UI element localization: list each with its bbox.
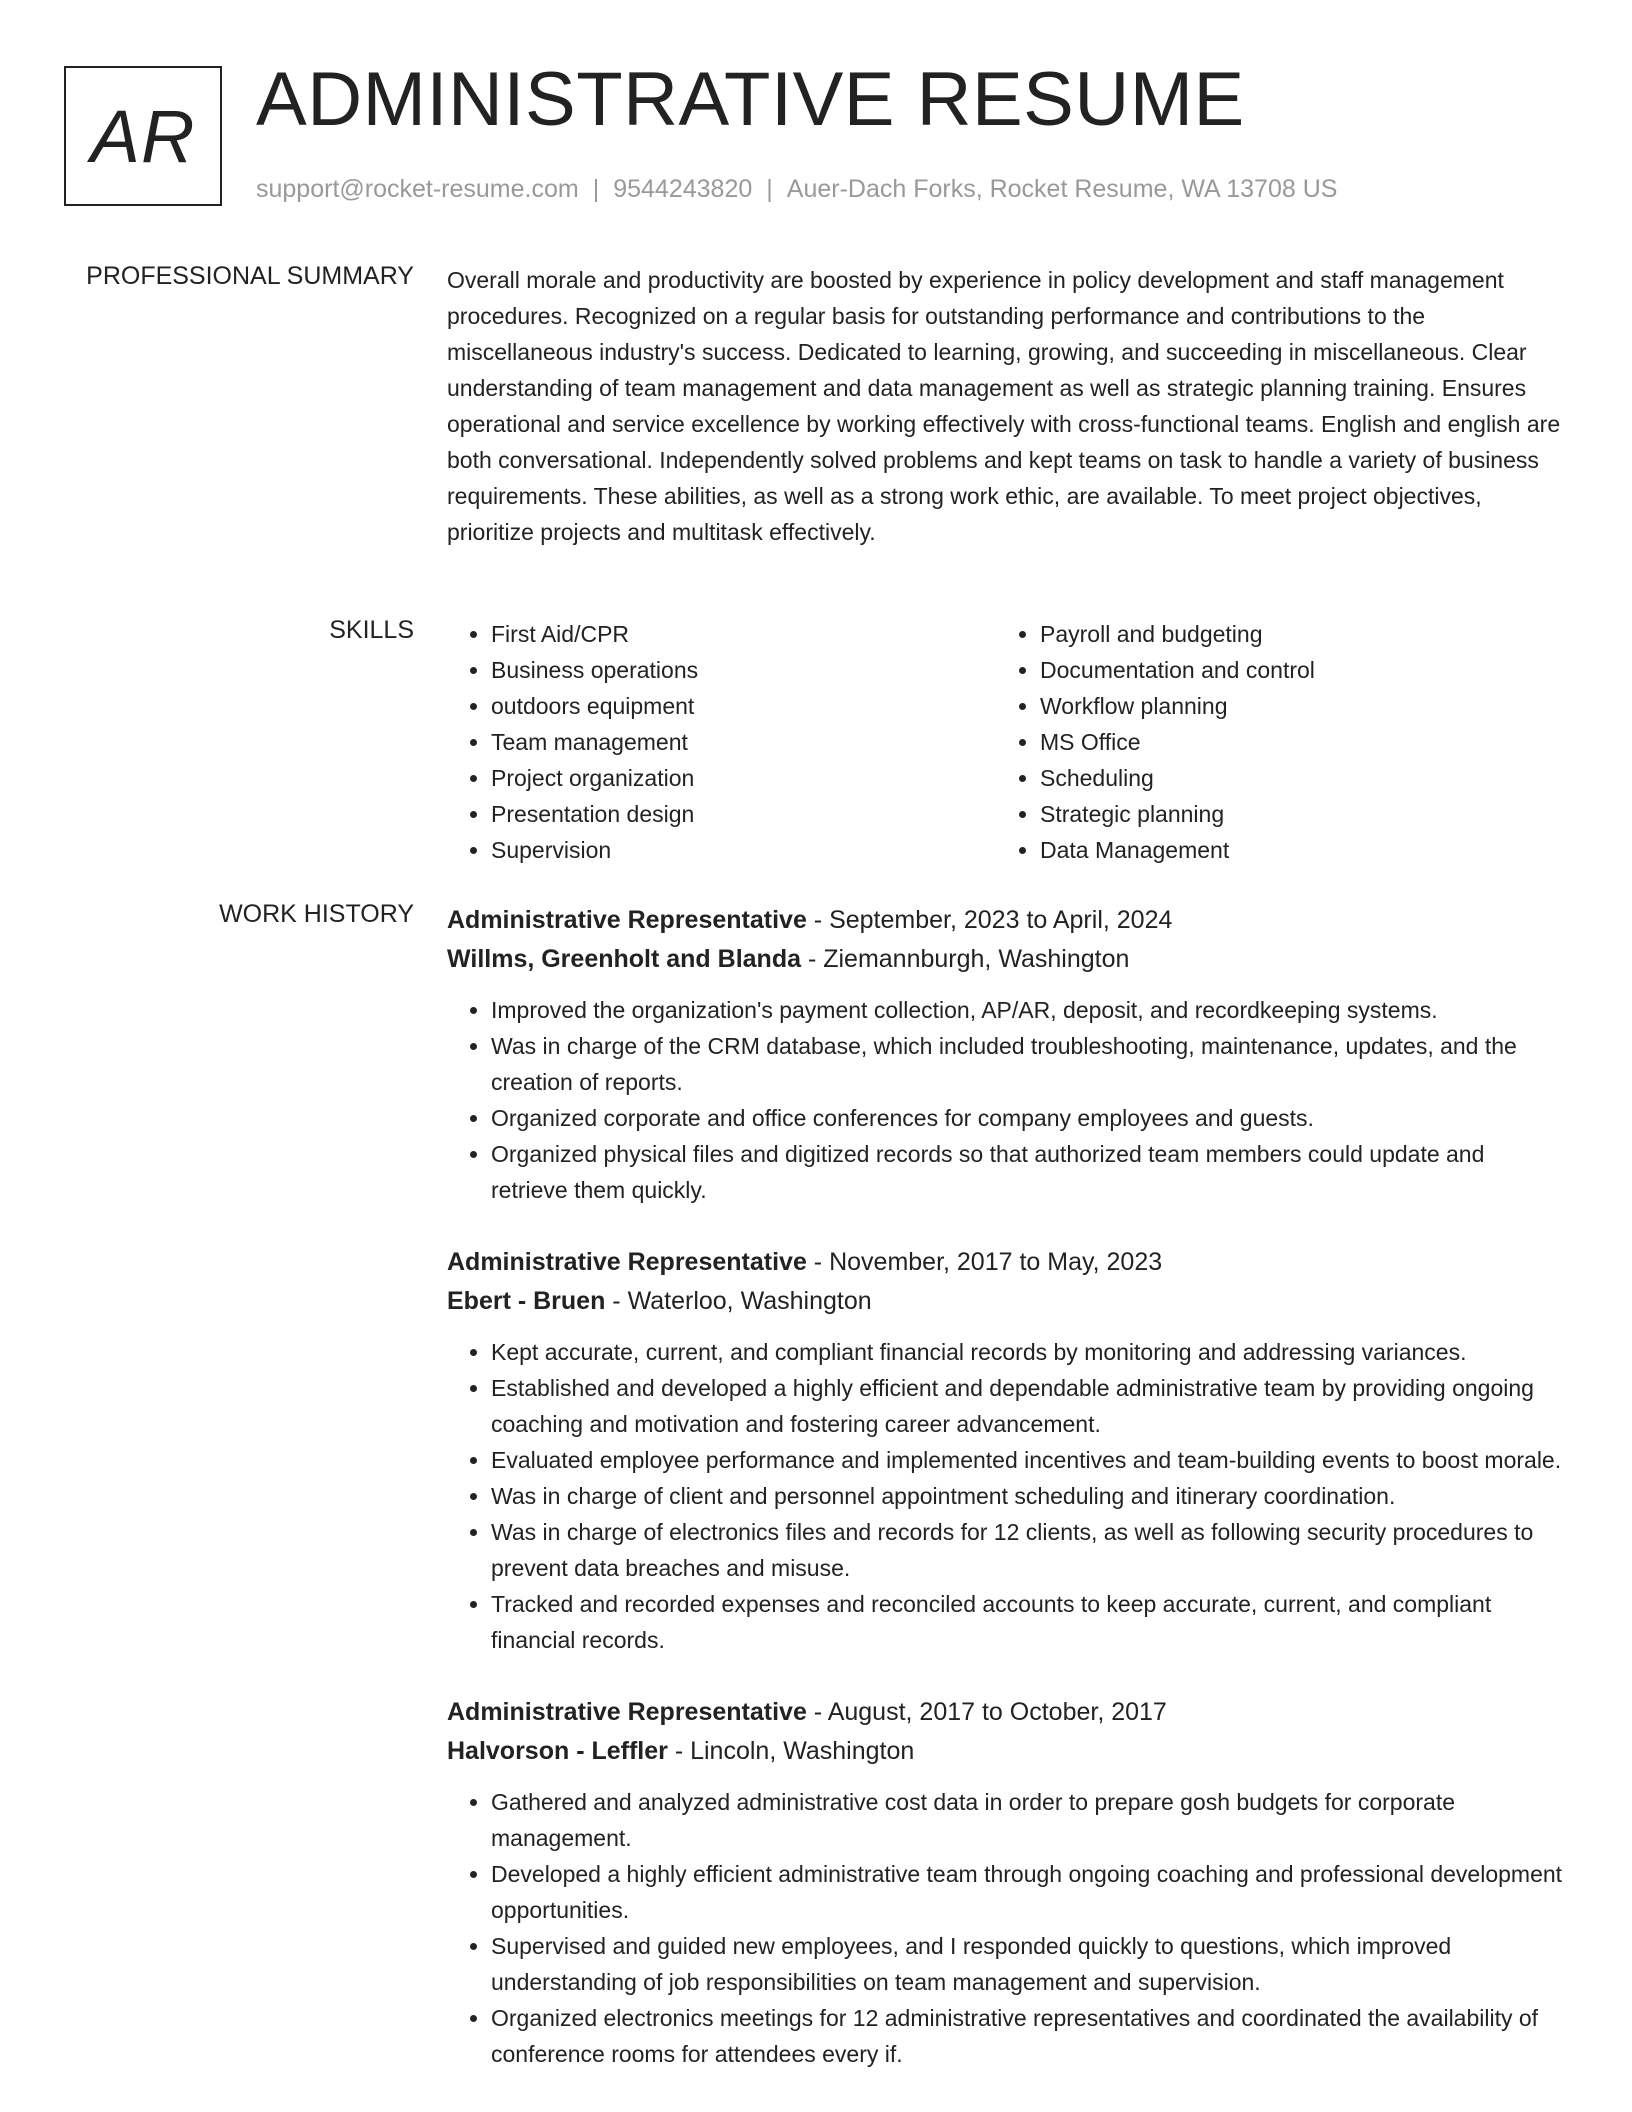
job-bullet-list	[447, 1784, 1567, 2072]
job-dates: - November, 2017 to May, 2023	[806, 1248, 1163, 1276]
skills-grid	[447, 616, 1567, 868]
skill-item: • Documentation and control	[1040, 652, 1545, 688]
job-bullet: • Supervised and guided new employees, and I responded quickly to questions, which improved understanding of job responsibilities on team management and supervision.	[491, 1928, 1567, 2000]
job-title-line	[447, 1242, 1567, 1282]
job-title: Administrative Representative	[447, 1698, 807, 1726]
job-title-line	[447, 900, 1567, 940]
contact-line	[256, 175, 1337, 204]
job-company-line	[447, 940, 1567, 978]
contact-email: support@rocket-resume.com	[256, 175, 579, 203]
job-bullet: • Was in charge of the CRM database, which included troubleshooting, maintenance, updates, and the creation of reports.	[491, 1028, 1567, 1100]
job-title-line	[447, 1692, 1567, 1732]
skill-item: • Payroll and budgeting	[1040, 616, 1545, 652]
skills-heading: SKILLS	[329, 616, 414, 644]
work-history-heading: WORK HISTORY	[219, 900, 414, 928]
summary-text: Overall morale and productivity are boosted by experience in policy development and staff management procedures. Recognized on a regular basis for outstanding performance and contributions to the miscellaneous industry's success. Dedicated to learning, growing, and succeeding in miscellaneous. Clear understanding of team management and data management as well as strategic planning training. Ensures operational and service excellence by working effectively with cross-functional teams. English and english are both conversational. Independently solved problems and kept teams on task to handle a variety of business requirements. These abilities, as well as a strong work ethic, are available. To meet project objectives, prioritize projects and multitask effectively.	[447, 267, 1561, 545]
monogram-logo	[64, 66, 222, 206]
job-bullet: • Established and developed a highly efficient and dependable administrative team by providing ongoing coaching and motivation and fostering career advancement.	[491, 1370, 1567, 1442]
summary-heading: PROFESSIONAL SUMMARY	[86, 262, 414, 290]
job-entry	[447, 900, 1567, 1208]
monogram-initials: AR	[90, 94, 196, 178]
job-bullet: • Gathered and analyzed administrative cost data in order to prepare gosh budgets for corporate management.	[491, 1784, 1567, 1856]
skill-item: • Supervision	[491, 832, 996, 868]
job-bullet: • Was in charge of electronics files and records for 12 clients, as well as following security procedures to prevent data breaches and misuse.	[491, 1514, 1567, 1586]
skill-item: • First Aid/CPR	[491, 616, 996, 652]
job-entry	[447, 1242, 1567, 1658]
resume-title: ADMINISTRATIVE RESUME	[256, 57, 1245, 142]
contact-separator: |	[766, 175, 773, 203]
job-dates: - September, 2023 to April, 2024	[806, 906, 1173, 934]
job-bullet: • Developed a highly efficient administrative team through ongoing coaching and professional development opportunities.	[491, 1856, 1567, 1928]
job-location: - Waterloo, Washington	[605, 1287, 872, 1315]
skill-item: • Workflow planning	[1040, 688, 1545, 724]
skill-item: • Data Management	[1040, 832, 1545, 868]
job-company: Willms, Greenholt and Blanda	[447, 945, 801, 973]
job-title: Administrative Representative	[447, 906, 807, 934]
skills-body	[447, 616, 1567, 868]
skill-item: • outdoors equipment	[491, 688, 996, 724]
job-location: - Lincoln, Washington	[667, 1737, 915, 1765]
contact-separator: |	[592, 175, 600, 203]
skill-item: • Presentation design	[491, 796, 996, 832]
job-bullet: • Organized physical files and digitized records so that authorized team members could update and retrieve them quickly.	[491, 1136, 1567, 1208]
skill-item: • Team management	[491, 724, 996, 760]
job-title: Administrative Representative	[447, 1248, 807, 1276]
job-location: - Ziemannburgh, Washington	[801, 945, 1130, 973]
job-entry	[447, 1692, 1567, 2072]
contact-address: Auer-Dach Forks, Rocket Resume, WA 13708 US	[786, 175, 1338, 203]
skills-column-left	[447, 616, 996, 868]
job-bullet: • Organized corporate and office conferences for company employees and guests.	[491, 1100, 1567, 1136]
skill-item: • Business operations	[491, 652, 996, 688]
job-bullet: • Kept accurate, current, and compliant financial records by monitoring and addressing variances.	[491, 1334, 1567, 1370]
job-bullet: • Was in charge of client and personnel appointment scheduling and itinerary coordination.	[491, 1478, 1567, 1514]
skills-column-right	[996, 616, 1545, 868]
job-bullet: • Tracked and recorded expenses and reconciled accounts to keep accurate, current, and compliant financial records.	[491, 1586, 1567, 1658]
skill-item: • Project organization	[491, 760, 996, 796]
job-bullet-list	[447, 992, 1567, 1208]
skill-item: • MS Office	[1040, 724, 1545, 760]
job-company-line	[447, 1732, 1567, 1770]
job-bullet: • Evaluated employee performance and implemented incentives and team-building events to boost morale.	[491, 1442, 1567, 1478]
job-company-line	[447, 1282, 1567, 1320]
job-company: Halvorson - Leffler	[447, 1737, 668, 1765]
summary-body	[447, 262, 1567, 550]
contact-phone: 9544243820	[613, 175, 753, 203]
skill-item: • Scheduling	[1040, 760, 1545, 796]
work-history-body	[447, 900, 1567, 2106]
job-bullet: • Organized electronics meetings for 12 administrative representatives and coordinated the availability of conference rooms for attendees every if.	[491, 2000, 1567, 2072]
job-dates: - August, 2017 to October, 2017	[806, 1698, 1167, 1726]
job-company: Ebert - Bruen	[447, 1287, 606, 1315]
job-bullet-list	[447, 1334, 1567, 1658]
job-bullet: • Improved the organization's payment collection, AP/AR, deposit, and recordkeeping systems.	[491, 992, 1567, 1028]
skill-item: • Strategic planning	[1040, 796, 1545, 832]
